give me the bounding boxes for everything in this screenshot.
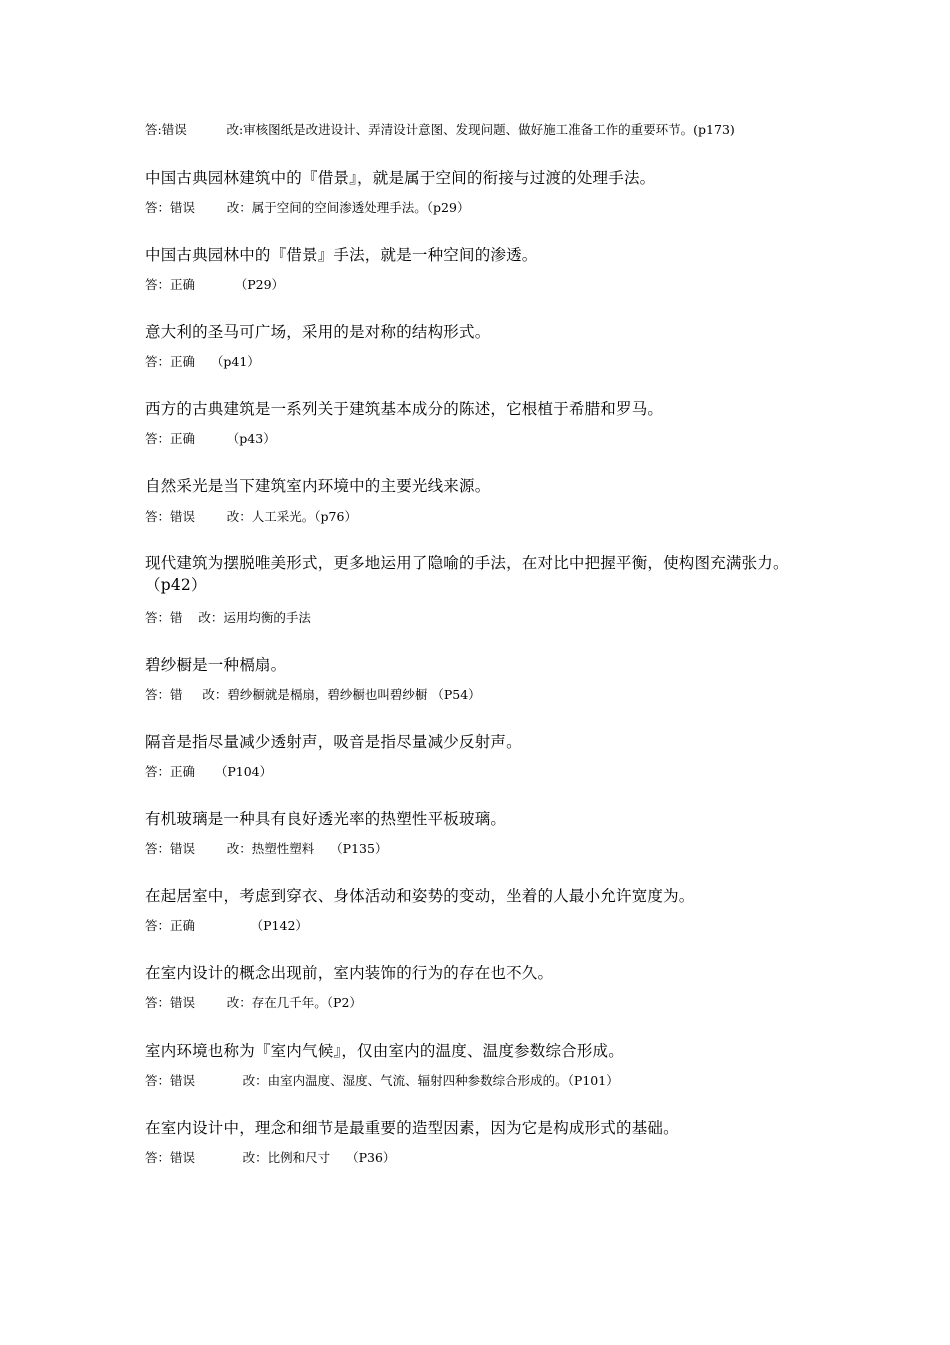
question-text: 隔音是指尽量减少透射声，吸音是指尽量减少反射声。: [145, 733, 522, 751]
question-text: 现代建筑为摆脱唯美形式，更多地运用了隐喻的手法，在对比中把握平衡，使构图充满张力。（p42）: [145, 554, 789, 594]
answer-text: 答：错误 改：由室内温度、湿度、气流、辐射四种参数综合形成的。（P101）: [145, 1073, 619, 1088]
answer-text: 答：错 改：运用均衡的手法: [145, 610, 311, 625]
question-text: 在起居室中，考虑到穿衣、身体活动和姿势的变动，坐着的人最小允许宽度为。: [145, 887, 695, 905]
answer-text: 答：错误 改：热塑性塑料 （P135）: [145, 841, 388, 856]
question-text: 在室内设计中，理念和细节是最重要的造型因素，因为它是构成形式的基础。: [145, 1119, 679, 1137]
question-text: 意大利的圣马可广场，采用的是对称的结构形式。: [145, 323, 491, 341]
question-text: 西方的古典建筑是一系列关于建筑基本成分的陈述，它根植于希腊和罗马。: [145, 400, 664, 418]
question-text: 在室内设计的概念出现前，室内装饰的行为的存在也不久。: [145, 964, 554, 982]
question-text: 自然采光是当下建筑室内环境中的主要光线来源。: [145, 477, 491, 495]
answer-text: 答：正确 （P142）: [145, 918, 308, 933]
answer-text: 答：正确 （p43）: [145, 431, 276, 446]
question-text: 中国古典园林建筑中的『借景』，就是属于空间的衔接与过渡的处理手法。: [145, 169, 656, 187]
answer-text: 答：错误 改：属于空间的空间渗透处理手法。（p29）: [145, 200, 470, 215]
answer-text: 答：错误 改：存在几千年。（P2）: [145, 995, 362, 1010]
answer-text: 答：错误 改：人工采光。（p76）: [145, 509, 357, 524]
answer-text: 答：正确 （P104）: [145, 764, 273, 779]
question-text: 有机玻璃是一种具有良好透光率的热塑性平板玻璃。: [145, 810, 507, 828]
answer-text: 答:错误 改:审核图纸是改进设计、弄清设计意图、发现问题、做好施工准备工作的重要环节。(p173): [145, 122, 735, 137]
answer-text: 答：错误 改：比例和尺寸 （P36）: [145, 1150, 396, 1165]
question-text: 碧纱橱是一种槅扇。: [145, 656, 287, 674]
answer-text: 答：正确 （p41）: [145, 354, 260, 369]
answer-text: 答：错 改：碧纱橱就是槅扇，碧纱橱也叫碧纱橱 （P54）: [145, 687, 481, 702]
question-text: 中国古典园林中的『借景』手法，就是一种空间的渗透。: [145, 246, 538, 264]
question-text: 室内环境也称为『室内气候』，仅由室内的温度、温度参数综合形成。: [145, 1042, 624, 1060]
answer-text: 答：正确 （P29）: [145, 277, 285, 292]
